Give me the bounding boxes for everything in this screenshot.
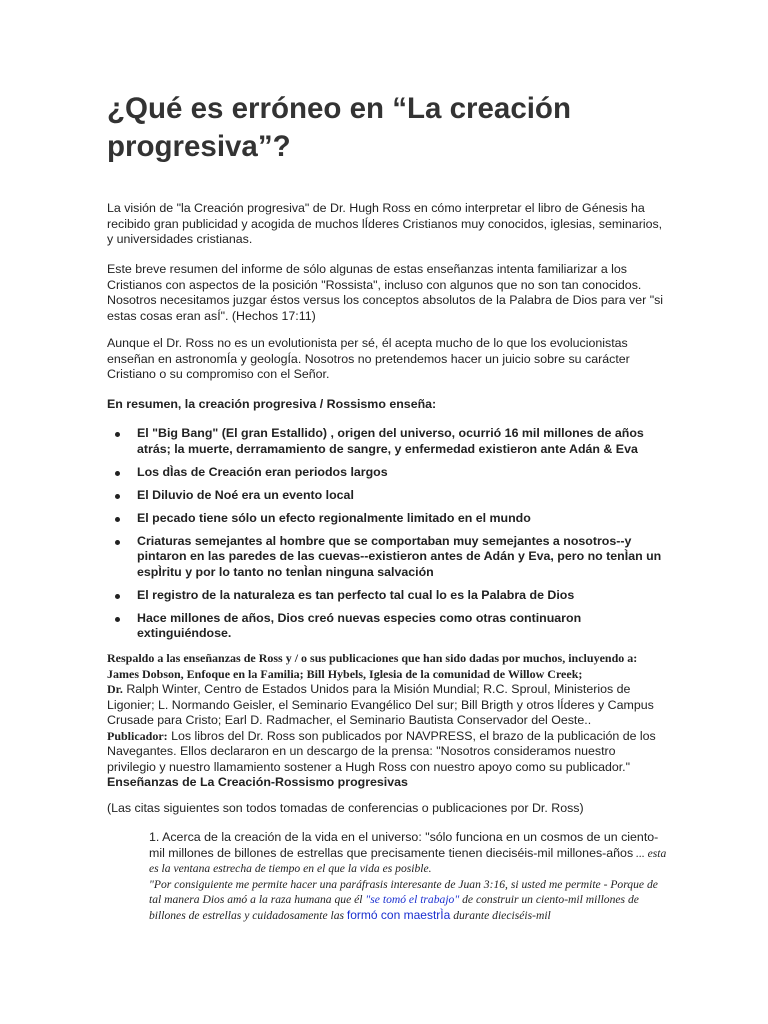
endorsements-lead: Respaldo a las enseñanzas de Ross y / o sus publicaciones que han sido dadas por muchos, incluyendo a: James Dobson, Enfoque en la Familia; Bill Hybels, Iglesia de la comunidad de Willow Creek; xyxy=(107,651,638,681)
quote-paraphrase-cont: de construir un ciento-mil millones de billones de estrellas y cuidadosamente las xyxy=(149,893,639,922)
quote-paraphrase: "Por consiguiente me permite hacer una paráfrasis interesante de Juan 3:16, si usted me permite - Porque de tal manera Dios amó a la raza humana que él xyxy=(149,877,658,906)
list-item: El registro de la naturaleza es tan perfecto tal cual lo es la Palabra de Dios xyxy=(107,588,667,604)
bullet-icon xyxy=(115,540,120,545)
quote-link-maestria[interactable]: formó con maestrÌa xyxy=(346,907,451,922)
citations-note: (Las citas siguientes son todos tomadas de conferencias o publicaciones por Dr. Ross) xyxy=(107,801,584,815)
quote-paraphrase-end: durante dieciséis-mil xyxy=(450,908,551,922)
teachings-heading: Enseñanzas de La Creación-Rossismo progresivas xyxy=(107,775,408,789)
list-item: El pecado tiene sólo un efecto regionalmente limitado en el mundo xyxy=(107,511,667,527)
list-item: El "Big Bang" (El gran Estallido) , origen del universo, ocurrió 16 mil millones de años atrás; la muerte, derramamiento de sangre, y enfermedad existieron ante Adán & Eva xyxy=(107,426,667,457)
bullet-icon xyxy=(115,594,120,599)
publisher-text: Los libros del Dr. Ross son publicados por NAVPRESS, el brazo de la publicación de los Navegantes. Ellos declararon en un descargo de la prensa: "Nosotros consideramos nuestro privilegio y nuestro llamamiento sostener a Hugh Ross con nuestro apoyo como su publicador." xyxy=(107,728,656,774)
list-item: El Diluvio de Noé era un evento local xyxy=(107,488,667,504)
publisher-label: Publicador: xyxy=(107,728,168,743)
list-item: Criaturas semejantes al hombre que se comportaban muy semejantes a nosotros--y pintaron en las paredes de las cuevas--existieron antes de Adán y Eva, pero no tenÌan un espÌritu y por lo tanto no tenÌan ninguna salvación xyxy=(107,534,667,581)
teachings-list xyxy=(107,426,667,649)
endorsements-text: Ralph Winter, Centro de Estados Unidos para la Misión Mundial; R.C. Sproul, Ministerios de Ligonier; L. Normando Geisler, el Seminario Evangélico Del sur; Bill Brigth y otros lÍderes y Campus Crusade para Cristo; Earl D. Radmacher, el Seminario Bautista Conservador del Oeste.. xyxy=(107,682,654,727)
summary-paragraph: Este breve resumen del informe de sólo algunas de estas enseñanzas intenta familiarizar a los Cristianos con aspectos de la posición "Rossista", incluso con algunos que no son tan conocidos. Nosotros necesitamos juzgar éstos versus los conceptos absolutos de la Palabra de Dios para ver "si estas cosas eran asÍ". (Hechos 17:11) xyxy=(107,262,664,323)
list-item: Hace millones de años, Dios creó nuevas especies como otras continuaron extinguiéndose. xyxy=(107,611,667,642)
quote-text: 1. Acerca de la creación de la vida en el universo: "sólo funciona en un cosmos de un ciento-mil millones de billones de estrellas que precisamente tienen dieciséis-mil millones-años xyxy=(149,830,659,860)
bullet-icon xyxy=(115,432,120,437)
endorsements-block xyxy=(107,651,667,791)
page-title: ¿Qué es erróneo en “La creación progresiva”? xyxy=(107,92,571,163)
list-item: Los dÌas de Creación eran periodos largos xyxy=(107,465,667,481)
bullet-icon xyxy=(115,617,120,622)
disclaimer-paragraph: Aunque el Dr. Ross no es un evolutionista per sé, él acepta mucho de lo que los evolucionistas enseñan en astronomÍa y geologÍa. Nosotros no pretendemos hacer un juicio sobre su carácter Cristiano o su compromiso con el Señor. xyxy=(107,336,630,381)
quote-italic-tail: ... esta es la ventana estrecha de tiempo en el que la vida es posible. xyxy=(149,846,667,875)
quote-block xyxy=(149,830,669,923)
quote-link-trabajo[interactable]: "se tomó el trabajo" xyxy=(365,893,460,906)
bullet-icon xyxy=(115,517,120,522)
bullet-icon xyxy=(115,471,120,476)
bullet-icon xyxy=(115,494,120,499)
dr-label: Dr. xyxy=(107,682,123,696)
summary-heading: En resumen, la creación progresiva / Rossismo enseña: xyxy=(107,397,437,411)
intro-paragraph: La visión de "la Creación progresiva" de Dr. Hugh Ross en cómo interpretar el libro de Génesis ha recibido gran publicidad y acogida de muchos lÍderes Cristianos muy conocidos, iglesias, seminarios, y universidades cristianas. xyxy=(107,201,663,246)
